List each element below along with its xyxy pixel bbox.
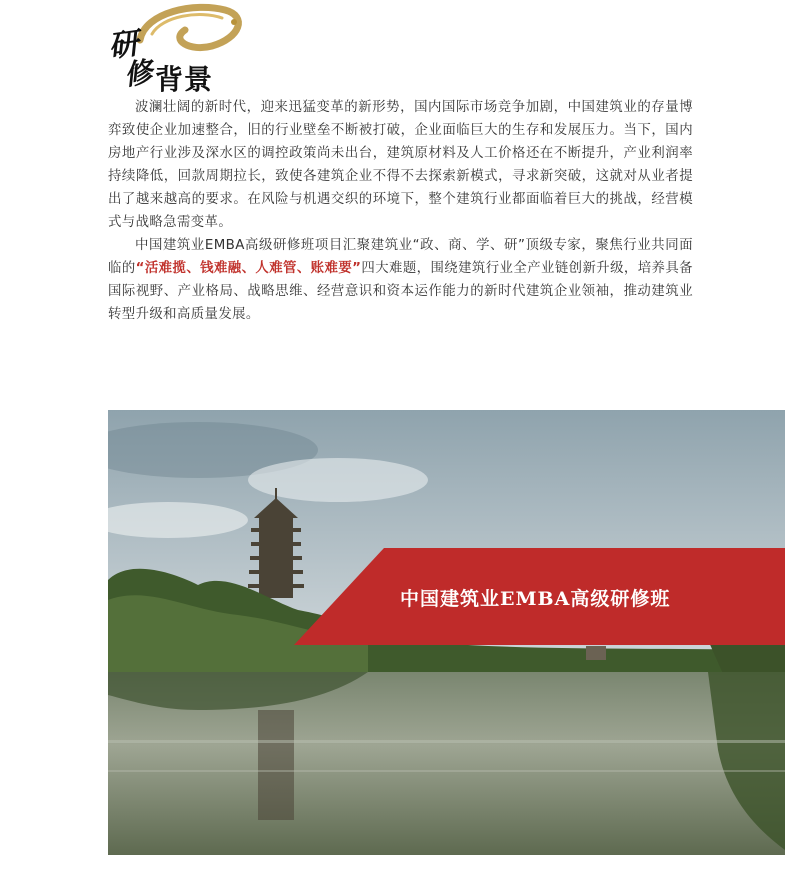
banner-title: 中国建筑业EMBA高级研修班 [400,588,671,610]
body-text [108,96,693,326]
heading-char-1: 研 [106,26,141,65]
heading-char-2: 修 [122,55,155,92]
paragraph-background: 波澜壮阔的新时代，迎来迅猛变革的新形势，国内国际市场竞争加剧，中国建筑业的存量博弈致使企业加速整合，旧的行业壁垒不断被打破，企业面临巨大的生存和发展压力。当下，国内房地产行业涉及深水区的调控政策尚未出台，建筑原材料及人工价格还在不断提升，产业利润率持续降低，回款周期拉长，致使各建筑企业不得不去探索新模式，寻求新突破，这就对从业者提出了越来越高的要求。在风险与机遇交织的环境下，整个建筑行业都面临着巨大的挑战，经营模式与战略急需变革。 [108,100,693,230]
four-challenges-highlight: “活难揽、钱难融、人难管、账难要” [135,261,362,276]
paragraph-program-rest: 四大难题，围绕建筑行业全产业链创新升级，培养具备国际视野、产业格局、战略思维、经营意识和资本运作能力的新时代建筑企业领袖，推动建筑业转型升级和高质量发展。 [108,261,693,322]
section-heading [100,0,280,100]
paragraph-program-intro: 中国建筑业EMBA高级研修班项目汇聚建筑业“政、商、学、研”顶级专家，聚焦行业共同面临的 [108,238,693,276]
heading-char-3: 背 [155,63,184,96]
heading-char-4: 景 [184,63,213,96]
paragraph-program [108,234,693,326]
